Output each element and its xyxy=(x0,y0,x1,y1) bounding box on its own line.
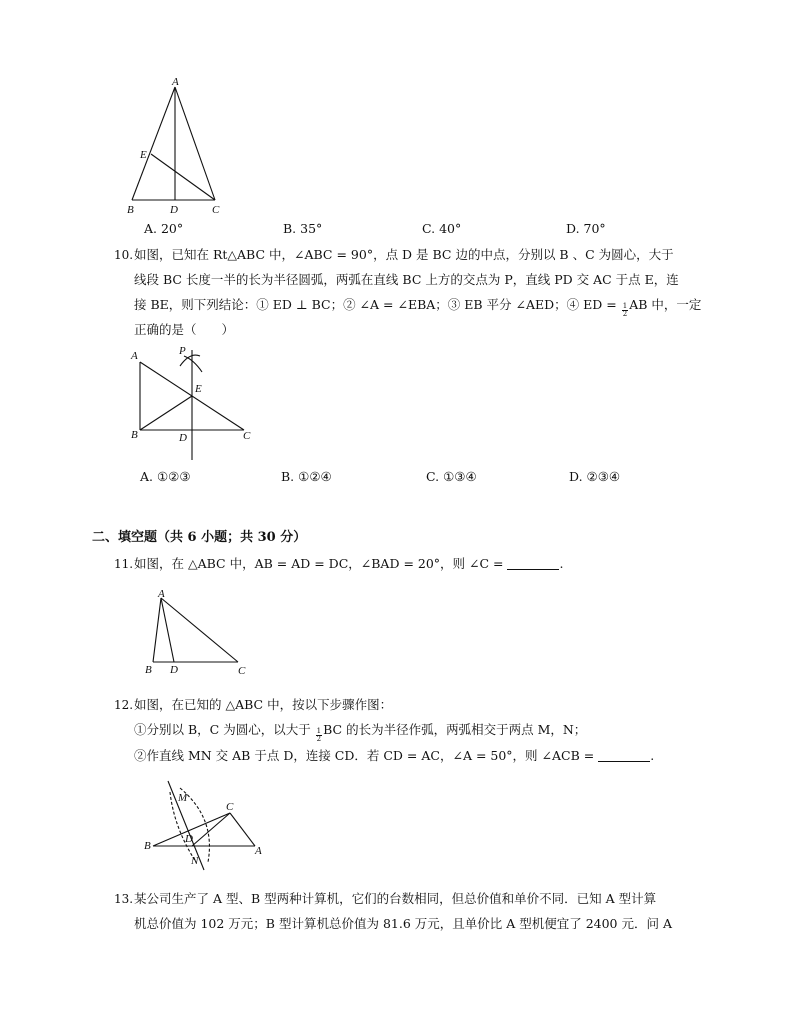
q10-label-c: C xyxy=(243,430,251,442)
q11-label-b: B xyxy=(145,664,152,676)
q9-side-ab xyxy=(132,87,175,200)
q10-option-a[interactable]: A. ①②③ xyxy=(140,469,191,484)
q11-number: 11. xyxy=(114,557,134,571)
q12-answer-blank[interactable] xyxy=(598,749,650,762)
q12-label-b: B xyxy=(144,840,151,852)
q13-number: 13. xyxy=(114,892,134,906)
q12-fraction-denominator: 2 xyxy=(316,735,322,743)
q12-line-3-text: ②作直线 MN 交 AB 于点 D，连接 CD．若 CD = AC，∠A = 50°，则 ∠ACB = xyxy=(134,748,599,763)
q12-fraction-numerator: 1 xyxy=(316,727,322,735)
q9-segment-ce xyxy=(151,154,215,200)
q12-line-2 xyxy=(134,722,586,743)
q10-label-a: A xyxy=(131,350,138,362)
q12-line-1: 如图，在已知的 △ABC 中，按以下步骤作图： xyxy=(134,697,393,712)
section-2-title: 二、填空题（共 6 小题；共 30 分） xyxy=(92,530,307,545)
q12-label-n: N xyxy=(191,855,199,867)
q9-option-a[interactable]: A. 20° xyxy=(144,221,184,236)
q9-label-a: A xyxy=(172,76,179,88)
q12-line-3-end: . xyxy=(650,748,655,763)
q10-line-3-text: 接 BE，则下列结论：① ED ⊥ BC；② ∠A = ∠EBA；③ EB 平分 ∠AED；④ ED = xyxy=(134,297,621,312)
q10-number: 10. xyxy=(114,248,134,262)
q12-label-d: D xyxy=(185,833,193,845)
q10-line-2: 线段 BC 长度一半的长为半径圆弧，两弧在直线 BC 上方的交点为 P，直线 PD 交 AC 于点 E，连 xyxy=(134,272,679,287)
q12-line-2-tail: BC 的长为半径作弧，两弧相交于两点 M，N； xyxy=(323,722,587,737)
q10-line-3 xyxy=(134,297,701,318)
q10-label-p: P xyxy=(179,345,186,357)
q11-figure xyxy=(140,586,252,678)
q12-label-a: A xyxy=(255,845,262,857)
q12-label-c: C xyxy=(226,801,234,813)
q9-figure xyxy=(118,74,228,220)
q12-figure xyxy=(140,778,270,874)
q9-option-c[interactable]: C. 40° xyxy=(422,221,462,236)
q12-segment-cd xyxy=(192,813,230,846)
q11-label-a: A xyxy=(158,588,165,600)
q12-label-m: M xyxy=(178,792,188,804)
q11-answer-blank[interactable] xyxy=(507,557,559,570)
q9-side-ac xyxy=(175,87,215,200)
q10-line-3-tail: AB 中，一定 xyxy=(629,297,702,312)
q11-text-end: . xyxy=(559,556,564,571)
q11-text xyxy=(134,556,563,572)
q10-line-1: 如图，已知在 Rt△ABC 中，∠ABC = 90°，点 D 是 BC 边的中点，分别以 B 、C 为圆心，大于 xyxy=(134,247,674,262)
q10-label-b: B xyxy=(131,429,138,441)
q10-fraction xyxy=(622,303,628,318)
q10-label-e: E xyxy=(195,383,202,395)
q13-line-2: 机总价值为 102 万元；B 型计算机总价值为 81.6 万元，且单价比 A 型机便宜了 2400 元．问 A xyxy=(134,916,672,931)
q10-segment-be xyxy=(140,396,192,430)
q9-label-e: E xyxy=(140,149,147,161)
q10-line-4: 正确的是（ ） xyxy=(134,322,235,337)
q11-label-d: D xyxy=(170,664,178,676)
q9-label-b: B xyxy=(127,204,134,216)
q10-label-d: D xyxy=(179,432,187,444)
q10-option-b[interactable]: B. ①②④ xyxy=(281,469,332,484)
q12-line-2-text: ①分别以 B，C 为圆心，以大于 xyxy=(134,722,315,737)
q10-fraction-numerator: 1 xyxy=(622,302,628,310)
q10-option-d[interactable]: D. ②③④ xyxy=(569,469,621,484)
q12-line-3 xyxy=(134,748,654,764)
q11-side-ab xyxy=(153,598,161,662)
q9-option-d[interactable]: D. 70° xyxy=(566,221,606,236)
q9-label-d: D xyxy=(170,204,178,216)
q10-fraction-denominator: 2 xyxy=(622,310,628,318)
q10-option-c[interactable]: C. ①③④ xyxy=(426,469,477,484)
q9-option-b[interactable]: B. 35° xyxy=(283,221,323,236)
q13-line-1: 某公司生产了 A 型、B 型两种计算机，它们的台数相同，但总价值和单价不同．已知 A 型计算 xyxy=(134,891,657,906)
q12-side-ca xyxy=(230,813,255,846)
q11-text-body: 如图，在 △ABC 中，AB = AD = DC，∠BAD = 20°，则 ∠C = xyxy=(134,556,508,571)
q10-figure xyxy=(128,342,258,466)
q11-label-c: C xyxy=(238,665,246,677)
q9-label-c: C xyxy=(212,204,220,216)
q12-fraction xyxy=(316,728,322,743)
q12-number: 12. xyxy=(114,698,134,712)
